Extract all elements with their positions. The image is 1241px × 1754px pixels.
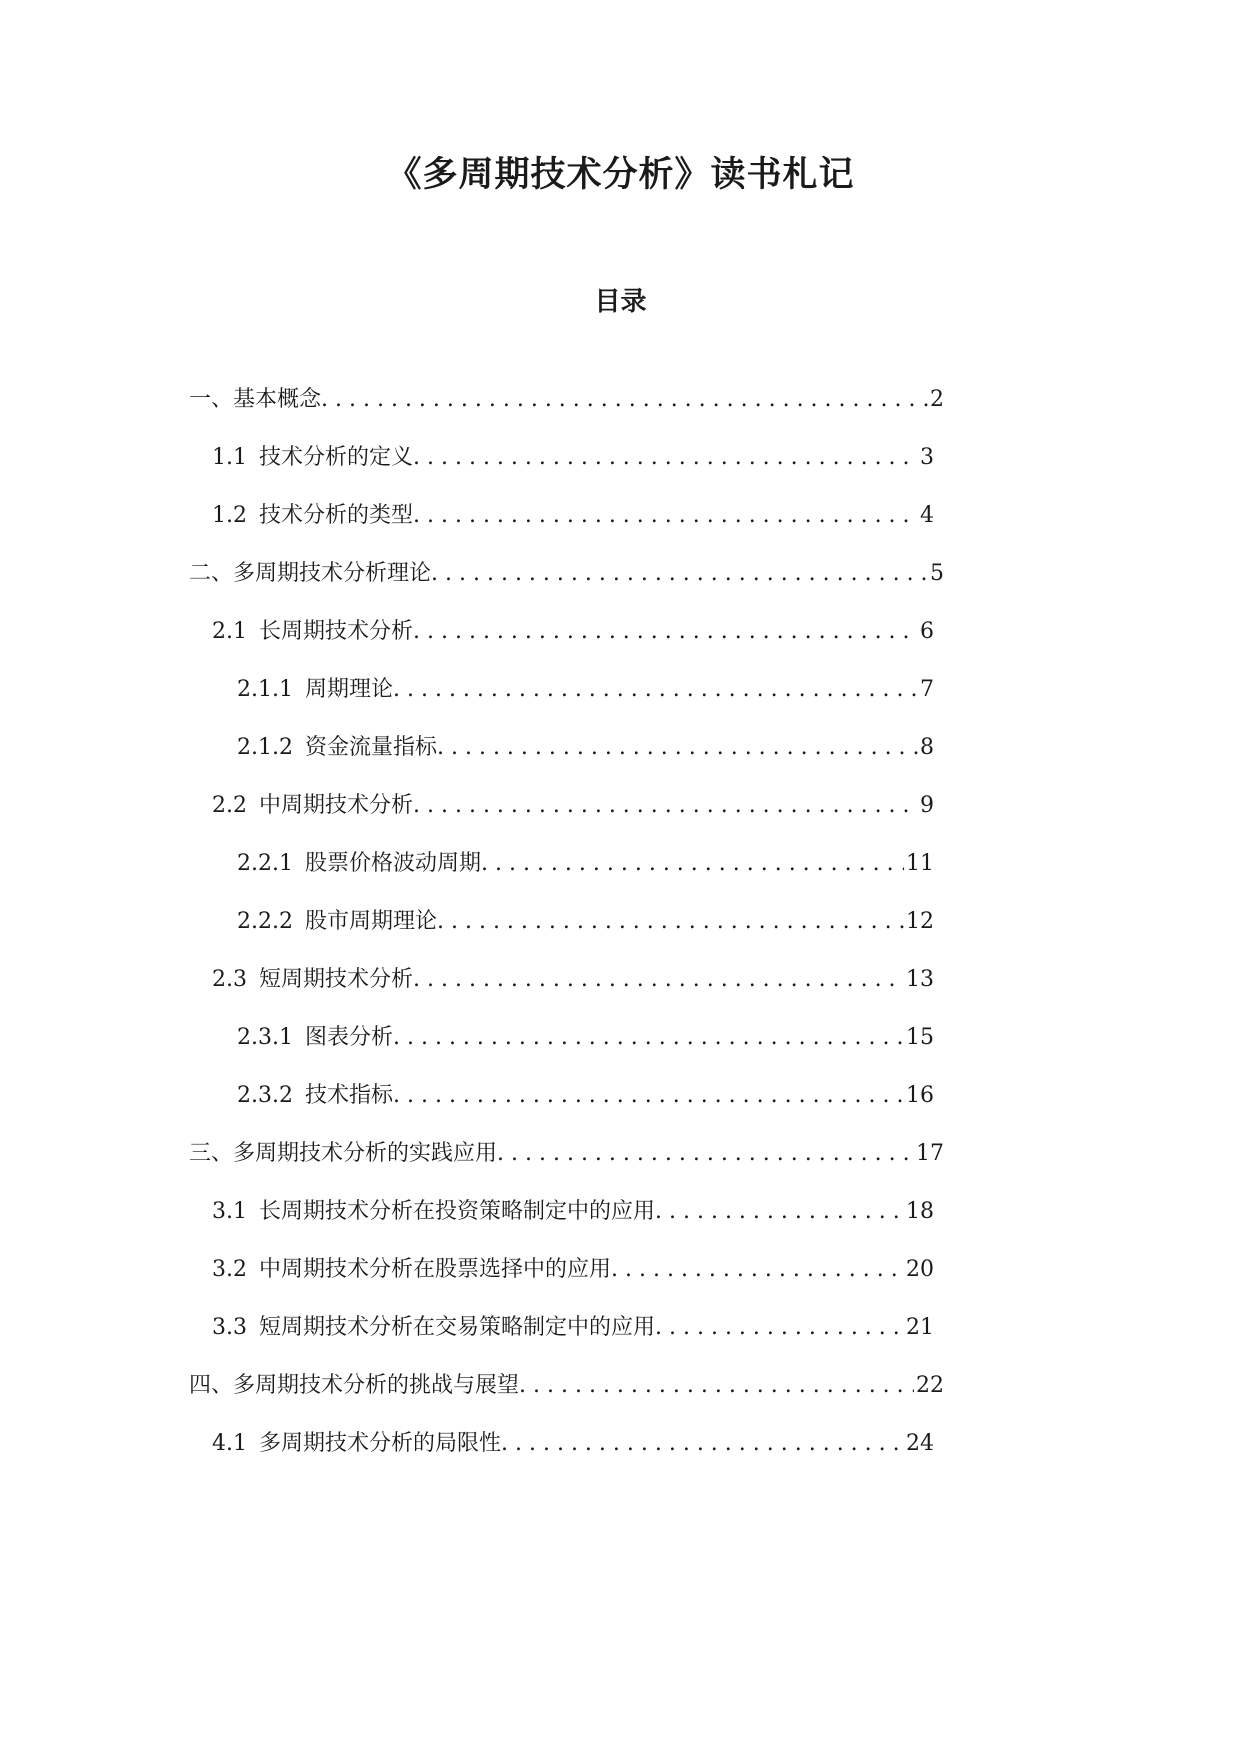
toc-entry-number: 四、 [189, 1373, 234, 1398]
toc-dot-leader [437, 728, 918, 768]
toc-dot-leader [413, 612, 918, 652]
toc-entry-number: 4.1 [212, 1431, 247, 1456]
toc-page-number: 12 [906, 909, 934, 934]
toc-page-number: 16 [906, 1083, 934, 1108]
toc-entry-number: 二、 [189, 561, 234, 586]
toc-entry[interactable] [212, 496, 934, 536]
toc-page-number: 6 [920, 619, 934, 644]
toc-entry[interactable] [237, 728, 934, 768]
toc-entry-label: 股票价格波动周期 [304, 851, 481, 876]
toc-entry-number: 2.3.1 [237, 1025, 293, 1050]
document-title: 《多周期技术分析》读书札记 [386, 155, 855, 195]
toc-entry[interactable] [189, 380, 944, 420]
toc-entry[interactable] [237, 1076, 934, 1116]
toc-entry-number: 3.1 [212, 1199, 247, 1224]
toc-heading: 目录 [594, 287, 647, 317]
toc-page-number: 3 [920, 445, 934, 470]
toc-page-number: 22 [916, 1373, 944, 1398]
toc-dot-leader [413, 960, 904, 1000]
toc-entry[interactable] [212, 1192, 934, 1232]
toc-entry-label: 多周期技术分析的局限性 [259, 1431, 502, 1456]
toc-page-number: 4 [920, 503, 934, 528]
toc-page-number: 15 [906, 1025, 934, 1050]
toc-dot-leader [655, 1308, 904, 1348]
toc-entry-label: 图表分析 [304, 1025, 393, 1050]
toc-entry[interactable] [212, 1424, 934, 1464]
toc-dot-leader [413, 438, 918, 478]
toc-page-number: 20 [906, 1257, 934, 1282]
toc-entry[interactable] [237, 844, 934, 884]
toc-dot-leader [611, 1250, 904, 1290]
toc-entry-number: 2.1.2 [237, 735, 293, 760]
toc-entry-number: 3.3 [212, 1315, 247, 1340]
toc-page-number: 5 [930, 561, 944, 586]
toc-entry-label: 周期理论 [304, 677, 393, 702]
toc-entry-label: 多周期技术分析的挑战与展望 [233, 1373, 520, 1398]
toc-dot-leader [393, 670, 918, 710]
toc-entry-label: 技术分析的类型 [259, 503, 414, 528]
toc-entry-number: 2.3 [212, 967, 247, 992]
toc-entry[interactable] [237, 1018, 934, 1058]
toc-entry-number: 2.2.2 [237, 909, 293, 934]
toc-entry-label: 技术指标 [304, 1083, 393, 1108]
toc-entry-number: 1.1 [212, 445, 247, 470]
toc-entry-number: 2.2.1 [237, 851, 293, 876]
toc-entry-number: 2.3.2 [237, 1083, 293, 1108]
toc-entry[interactable] [212, 786, 934, 826]
toc-dot-leader [437, 902, 904, 942]
toc-entry-label: 基本概念 [233, 387, 322, 412]
toc-entry[interactable] [237, 902, 934, 942]
toc-page-number: 2 [930, 387, 944, 412]
toc-dot-leader [481, 844, 904, 884]
toc-dot-leader [393, 1076, 904, 1116]
toc-entry-label: 长周期技术分析 [259, 619, 414, 644]
toc-entry-number: 2.1.1 [237, 677, 293, 702]
toc-page-number: 7 [920, 677, 934, 702]
toc-entry-number: 3.2 [212, 1257, 247, 1282]
toc-page-number: 18 [906, 1199, 934, 1224]
toc-page-number: 24 [906, 1431, 934, 1456]
toc-entry-number: 2.2 [212, 793, 247, 818]
toc-page-number: 21 [906, 1315, 934, 1340]
toc-dot-leader [497, 1134, 914, 1174]
toc-entry-label: 长周期技术分析在投资策略制定中的应用 [259, 1199, 656, 1224]
toc-page-number: 17 [916, 1141, 944, 1166]
toc-entry[interactable] [189, 554, 944, 594]
toc-dot-leader [655, 1192, 904, 1232]
toc-entry-label: 中周期技术分析 [259, 793, 414, 818]
toc-entry-label: 多周期技术分析理论 [233, 561, 432, 586]
toc-entry-label: 短周期技术分析在交易策略制定中的应用 [259, 1315, 656, 1340]
toc-entry-label: 股市周期理论 [304, 909, 437, 934]
toc-entry[interactable] [189, 1134, 944, 1174]
toc-page-number: 8 [920, 735, 934, 760]
toc-entry[interactable] [212, 1308, 934, 1348]
toc-entry-label: 多周期技术分析的实践应用 [233, 1141, 498, 1166]
toc-page-number: 13 [906, 967, 934, 992]
toc-dot-leader [431, 554, 928, 594]
toc-page-number: 11 [906, 851, 934, 876]
toc-dot-leader [519, 1366, 914, 1406]
toc-dot-leader [413, 786, 918, 826]
toc-page-number: 9 [920, 793, 934, 818]
toc-entry[interactable] [237, 670, 934, 710]
toc-entry[interactable] [189, 1366, 944, 1406]
toc-dot-leader [501, 1424, 904, 1464]
toc-dot-leader [393, 1018, 904, 1058]
toc-dot-leader [321, 380, 928, 420]
toc-entry[interactable] [212, 960, 934, 1000]
toc-entry-number: 一、 [189, 387, 234, 412]
toc-entry-number: 1.2 [212, 503, 247, 528]
toc-entry[interactable] [212, 438, 934, 478]
toc-entry-number: 三、 [189, 1141, 234, 1166]
toc-entry-label: 短周期技术分析 [259, 967, 414, 992]
toc-entry-label: 技术分析的定义 [259, 445, 414, 470]
toc-entry[interactable] [212, 1250, 934, 1290]
toc-entry-label: 中周期技术分析在股票选择中的应用 [259, 1257, 612, 1282]
toc-entry[interactable] [212, 612, 934, 652]
toc-dot-leader [413, 496, 918, 536]
toc-entry-number: 2.1 [212, 619, 247, 644]
toc-entry-label: 资金流量指标 [304, 735, 437, 760]
